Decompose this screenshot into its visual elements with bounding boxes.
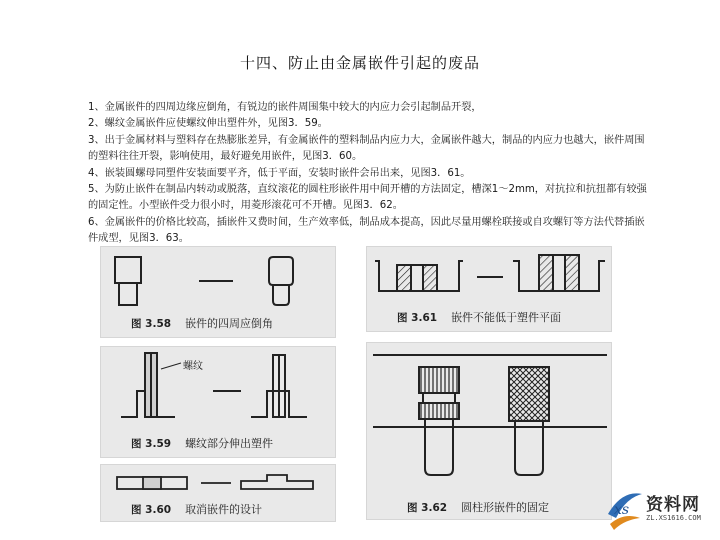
figure-3-60-caption bbox=[131, 501, 262, 517]
watermark-url: ZL.XS1616.COM bbox=[646, 514, 701, 522]
svg-text:xs: xs bbox=[614, 502, 630, 518]
paragraph-6: 6、金属嵌件的价格比较高，插嵌件又费时间，生产效率低，制品成本提高，因此尽量用螺栓联接或自攻螺钉等方法代替插嵌件成型，见图3．63。 bbox=[88, 216, 645, 245]
figure-3-60 bbox=[100, 464, 336, 522]
figure-number: 图 3.60 bbox=[131, 504, 172, 516]
xs-swoosh-logo-icon bbox=[602, 484, 646, 532]
figure-caption-text: 嵌件不能低于塑件平面 bbox=[451, 311, 562, 324]
figure-3-58 bbox=[100, 246, 336, 338]
watermark-name: 资料网 bbox=[646, 495, 700, 515]
watermark bbox=[602, 484, 706, 532]
figure-3-62 bbox=[366, 342, 612, 520]
figure-3-59-label: 螺纹 bbox=[183, 361, 203, 372]
paragraph-1: 1、金属嵌件的四周边缘应倒角，有锐边的嵌件周围集中较大的内应力会引起制品开裂， bbox=[88, 102, 482, 113]
figure-3-61-caption bbox=[397, 309, 561, 325]
paragraph-4: 4、嵌装圆螺母同塑件安装面要平齐，低于平面，安装时嵌件会吊出来，见图3．61。 bbox=[88, 167, 471, 179]
figure-3-62-caption bbox=[407, 499, 549, 515]
figure-3-62-drawing bbox=[367, 343, 612, 520]
figure-caption-text: 取消嵌件的设计 bbox=[185, 503, 263, 516]
paragraph-5: 5、为防止嵌件在制品内转动或脱落，直纹滚花的圆柱形嵌件用中间开槽的方法固定，槽深1～2mm，对抗拉和抗扭都有较强的固定性。小型嵌件受力很小时，用菱形滚花可不开槽。见图3．62。 bbox=[88, 184, 647, 212]
figure-number: 图 3.62 bbox=[407, 502, 448, 514]
paragraph-3: 3、出于金属材料与塑料存在热膨胀差异，有金属嵌件的塑料制品内应力大，金属嵌件越大，制品的内应力也越大，嵌件周围的塑料往往开裂，影响使用，最好避免用嵌件，见图3．60。 bbox=[88, 134, 645, 163]
paragraph-2: 2、螺纹金属嵌件应使螺纹伸出塑件外，见图3．59。 bbox=[88, 118, 328, 130]
figure-3-58-caption bbox=[131, 315, 273, 331]
figure-caption-text: 圆柱形嵌件的固定 bbox=[461, 501, 550, 514]
figure-caption-text: 嵌件的四周应倒角 bbox=[185, 317, 274, 330]
figure-number: 图 3.61 bbox=[397, 312, 438, 324]
page-title: 十四、防止由金属嵌件引起的废品 bbox=[239, 54, 480, 72]
figure-3-59-caption bbox=[131, 435, 273, 451]
figure-3-61 bbox=[366, 246, 612, 332]
figure-caption-text: 螺纹部分伸出塑件 bbox=[185, 437, 274, 450]
body-text bbox=[88, 100, 648, 248]
figure-3-59 bbox=[100, 346, 336, 458]
figure-number: 图 3.58 bbox=[131, 318, 172, 330]
figure-number: 图 3.59 bbox=[131, 438, 172, 450]
